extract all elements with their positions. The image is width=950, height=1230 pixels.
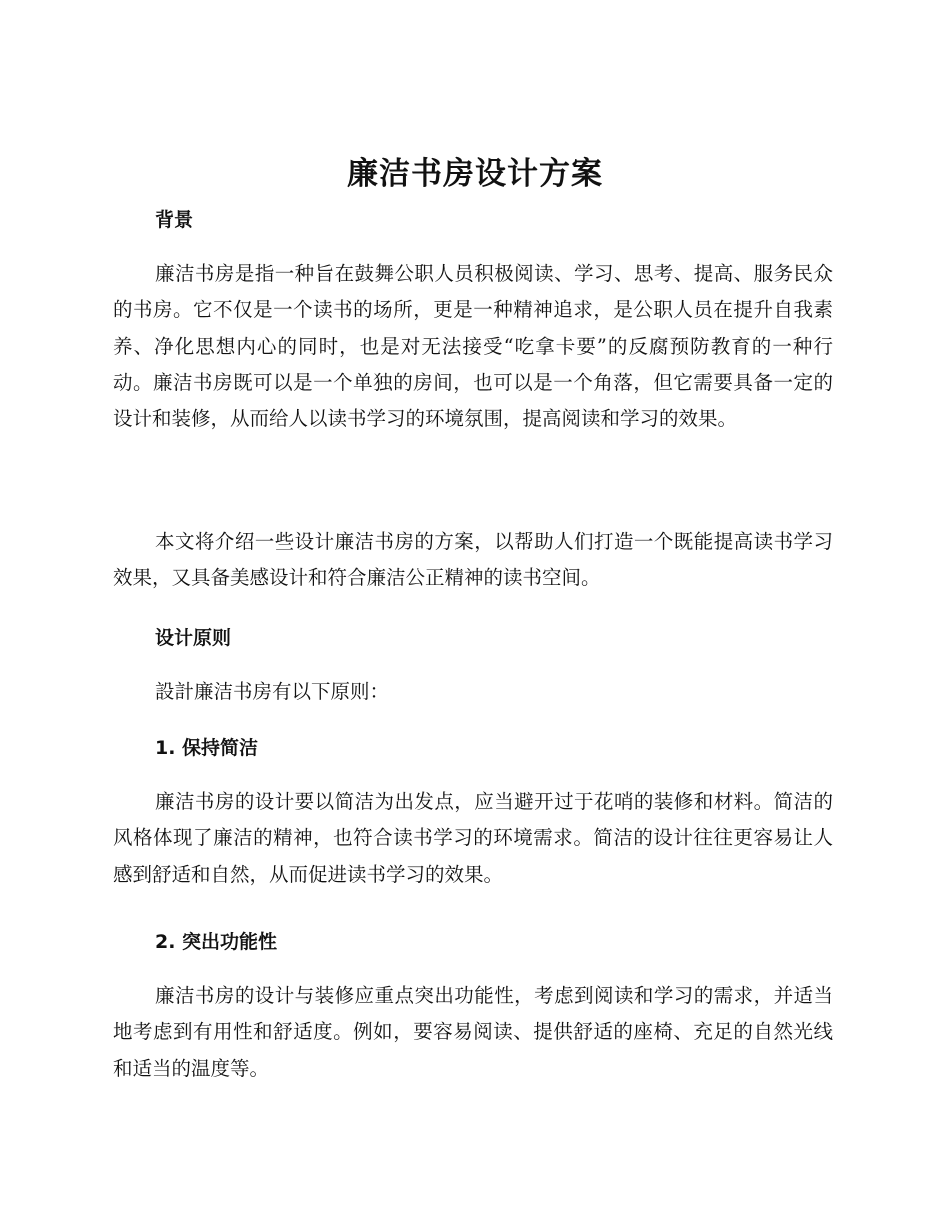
section-heading-background: 背景 [155,209,194,231]
principle-heading-1: 1. 保持简洁 [155,737,259,759]
principle-text-1: 廉洁书房的设计要以简洁为出发点，应当避开过于花哨的装修和材料。简洁的风格体现了廉洁的精神，也符合读书学习的环境需求。简洁的设计往往更容易让人感到舒适和自然，从而促进读书学习的效果。 [113,790,833,886]
background-paragraph-1: 廉洁书房是指一种旨在鼓舞公职人员积极阅读、学习、思考、提高、服务民众的书房。它不仅是一个读书的场所，更是一种精神追求，是公职人员在提升自我素养、净化思想内心的同时，也是对无法接受“吃拿卡要”的反腐预防教育的一种行动。廉洁书房既可以是一个单独的房间，也可以是一个角落，但它需要具备一定的设计和装修，从而给人以读书学习的环境氛围，提高阅读和学习的效果。 [113,262,833,431]
page-title: 廉洁书房设计方案 [347,156,603,192]
principles-intro: 設計廉洁书房有以下原则： [155,680,390,703]
section-heading-principles: 设计原则 [155,627,232,649]
background-paragraph-2: 本文将介绍一些设计廉洁书房的方案，以帮助人们打造一个既能提高读书学习效果，又具备美感设计和符合廉洁公正精神的读书空间。 [113,530,833,590]
principle-text-2: 廉洁书房的设计与装修应重点突出功能性，考虑到阅读和学习的需求，并适当地考虑到有用性和舒适度。例如，要容易阅读、提供舒适的座椅、充足的自然光线和适当的温度等。 [113,984,833,1080]
principle-heading-2: 2. 突出功能性 [155,931,278,953]
